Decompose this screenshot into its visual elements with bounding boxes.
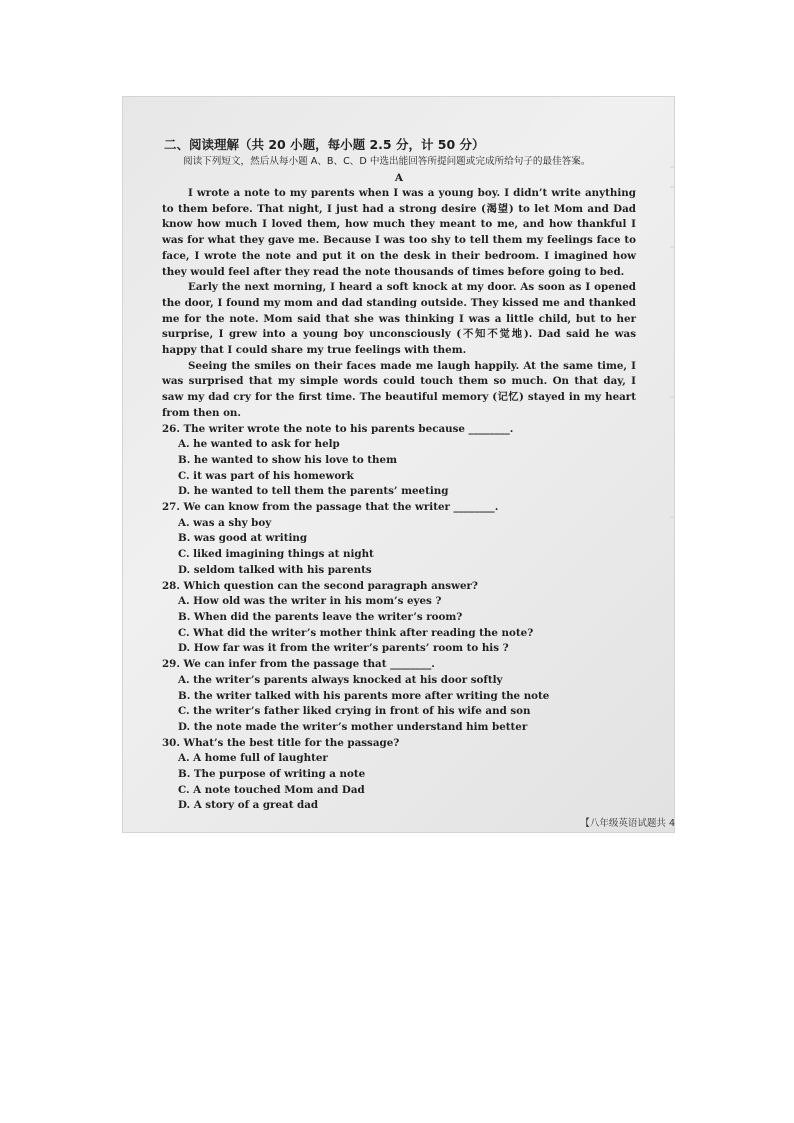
bleed-through-line bbox=[670, 166, 675, 168]
question-stem: 29. We can infer from the passage that ________. bbox=[162, 658, 435, 671]
answer-option: A. the writer’s parents always knocked at his door softly bbox=[178, 673, 503, 686]
question-27 bbox=[162, 500, 636, 579]
answer-option: B. was good at writing bbox=[178, 532, 308, 545]
section-title: 二、阅读理解（共 20 小题，每小题 2.5 分，计 50 分） bbox=[164, 137, 485, 152]
bleed-through-line bbox=[670, 396, 675, 398]
answer-option: C. liked imagining things at night bbox=[178, 548, 374, 561]
answer-option: A. How old was the writer in his mom’s eyes ? bbox=[178, 595, 442, 608]
exam-photo bbox=[122, 96, 675, 833]
question-28 bbox=[162, 579, 636, 658]
bleed-through-line bbox=[670, 186, 675, 188]
passage-label: A bbox=[394, 172, 404, 184]
answer-option: D. A story of a great dad bbox=[178, 799, 319, 812]
answer-option: D. seldom talked with his parents bbox=[178, 563, 372, 576]
passage-paragraph: I wrote a note to my parents when I was a young boy. I didn’t write anything to them before. That night, I just had a strong desire (渴望) to let Mom and Dad know how much I loved them, how much they meant to me, and how thankful I was for what they gave me. Because I was too shy to tell them my feelings face to face, I wrote the note and put it on the desk in their bedroom. I imagined how they would feel after they read the note thousands of times before going to bed. bbox=[162, 187, 636, 278]
section-instructions: 阅读下列短文，然后从每小题 A、B、C、D 中选出能回答所提问题或完成所给句子的最佳答案。 bbox=[183, 156, 591, 167]
answer-option: B. When did the parents leave the writer’s room? bbox=[178, 610, 463, 623]
passage-paragraph: Early the next morning, I heard a soft knock at my door. As soon as I opened the door, I found my mom and dad standing outside. They kissed me and thanked me for the note. Mom said that she was thinking I was a little child, but to her surprise, I grew into a young boy unconsciously (不知不觉地). Dad said he was happy that I could share my true feelings with them. bbox=[162, 281, 636, 357]
answer-option: A. was a shy boy bbox=[178, 516, 272, 529]
answer-option: C. What did the writer’s mother think after reading the note? bbox=[178, 626, 534, 639]
exam-sheet bbox=[162, 136, 636, 814]
question-stem: 30. What’s the best title for the passage? bbox=[162, 736, 400, 749]
answer-option: B. he wanted to show his love to them bbox=[178, 453, 397, 466]
answer-option: B. The purpose of writing a note bbox=[178, 768, 366, 781]
question-stem: 27. We can know from the passage that the writer ________. bbox=[162, 501, 499, 514]
answer-option: D. How far was it from the writer’s parents’ room to his ? bbox=[178, 642, 509, 655]
answer-option: C. the writer’s father liked crying in front of his wife and son bbox=[178, 705, 531, 718]
bleed-through-line bbox=[670, 516, 675, 518]
answer-option: D. the note made the writer’s mother understand him better bbox=[178, 720, 528, 733]
page-footer: 【八年级英语试题共 4 bbox=[580, 818, 675, 829]
question-29 bbox=[162, 657, 636, 736]
answer-option: D. he wanted to tell them the parents’ meeting bbox=[178, 485, 449, 498]
answer-option: C. A note touched Mom and Dad bbox=[178, 783, 365, 796]
passage-paragraph: Seeing the smiles on their faces made me laugh happily. At the same time, I was surprised that my simple words could touch them so much. On that day, I saw my dad cry for the first time. The beautiful memory (记忆) stayed in my heart from then on. bbox=[162, 359, 636, 419]
answer-option: B. the writer talked with his parents more after writing the note bbox=[178, 689, 550, 702]
question-stem: 26. The writer wrote the note to his parents because ________. bbox=[162, 422, 514, 435]
bleed-through-line bbox=[670, 246, 675, 248]
answer-option: A. A home full of laughter bbox=[178, 752, 328, 765]
question-26 bbox=[162, 422, 636, 501]
question-30 bbox=[162, 736, 636, 815]
answer-option: C. it was part of his homework bbox=[178, 469, 354, 482]
answer-option: A. he wanted to ask for help bbox=[178, 438, 340, 451]
question-stem: 28. Which question can the second paragraph answer? bbox=[162, 579, 478, 592]
